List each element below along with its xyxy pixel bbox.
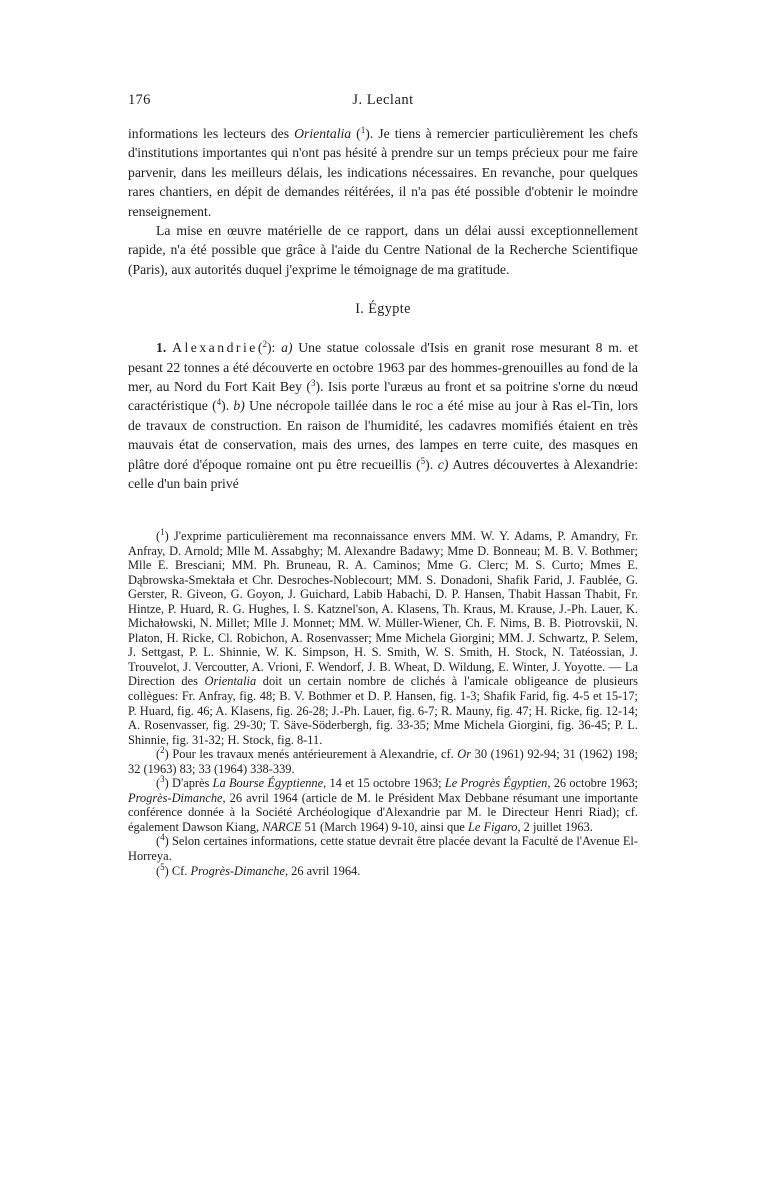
footnote-1: ($^1$) J'exprime particulièrement ma reconnaissance envers MM. W. Y. Adams, P. Amandry, Fr. Anfray, D. Arnold; Mlle M. Assabghy; M. Alexandre Badawy; Mme D. Bonneau; M. B. V. Bothmer; Mlle E. Bresciani; MM. Ph. Bruneau, R. A. Caminos; Mme G. Clerc; M. S. Curto; Mmes E. Dąbrowska-Smektała et Chr. Desroches-Noblecourt; MM. S. Donadoni, Shafik Farid, J. Faublée, G. Gerster, R. Giveon, G. Goyon, J. Guichard, Labib Habachi, D. P. Hansen, Thabit Hassan Thabit, Fr. Hintze, P. Huard, R. G. Hughes, I. S. Katznel'son, A. Klasens, Th. Kraus, M. Krause, J.-Ph. Lauer, K. Michałowski, N. Millet; Mlle J. Monnet; MM. W. Müller-Wiener, Ch. F. Nims, B. B. Piotrovskii, N. Platon, H. Ricke, Cl. Robichon, A. Rosenvasser; Mme Michela Giorgini; MM. J. Schwartz, P. Selem, J. Settgast, P. L. Shinnie, W. K. Simpson, H. S. Smith, W. S. Smith, H. Stock, N. Tatéossian, J. Trouvelot, J. Vercoutter, A. Vrioni, F. Wendorf, J. B. Wheat, D. Wildung, E. Winter, J. Yoyotte. — La Direction des Orientalia doit un certain nombre de clichés à l'amicale obligeance de plusieurs collègues: Fr. Anfray, fig. 48; B. V. Bothmer et D. P. Hansen, fig. 1-3; Shafik Farid, fig. 4-5 et 15-17; P. Huard, fig. 46; A. Klasens, fig. 26-28; J.-Ph. Lauer, fig. 6-7; R. Mauny, fig. 47; H. Ricke, fig. 12-14; A. Rosenvasser, fig. 29-30; T. Säve-Söderbergh, fig. 33-35; Mme Michela Giorgini, fig. 36-45; P. L. Shinnie, fig. 31-32; H. Stock, fig. 8-11.: [128, 527, 638, 747]
footnote-ref: 2: [262, 339, 267, 350]
item-letter: b): [233, 398, 245, 414]
running-header: [128, 92, 638, 112]
footnote-3: ($^3$) D'après La Bourse Égyptienne, 14 et 15 octobre 1963; Le Progrès Égyptien, 26 octobre 1963; Progrès-Dimanche, 26 avril 1964 (article de M. le Président Max Debbane résumant une importante conférence donnée à la Société Archéologique d'Alexandrie par M. le Directeur Henri Riad); cf. également Dawson Kiang, NARCE 51 (March 1964) 9-10, ainsi que Le Figaro, 2 juillet 1963.: [128, 774, 638, 834]
footnote-4: ($^4$) Selon certaines informations, cette statue devrait être placée devant la Faculté de l'Avenue El-Horreya.: [128, 832, 638, 864]
footnote-number: 3: [160, 774, 165, 785]
main-text: [128, 124, 638, 494]
footnote-number: 5: [160, 861, 165, 872]
text-run: doit un certain nombre de clichés à l'amicale obligeance de plusieurs collègues: Fr. Anfray, fig. 48; B. V. Bothmer et D. P. Hansen, fig. 1-3; Shafik Farid, fig. 4-5 et 15-17; P. Huard, fig. 46; A. Klasens, fig. 26-28; J.-Ph. Lauer, fig. 6-7; R. Mauny, fig. 47; H. Ricke, fig. 12-14; A. Rosenvasser, fig. 29-30; T. Säve-Söderbergh, fig. 33-35; Mme Michela Giorgini, fig. 36-45; P. L. Shinnie, fig. 31-32; H. Stock, fig. 8-11.: [128, 674, 638, 747]
text-run: informations les lecteurs des: [128, 126, 295, 141]
footnote-number: 4: [160, 832, 165, 843]
entry-number: 1.: [156, 340, 167, 356]
newspaper-title: Progrès-Dimanche: [190, 863, 285, 878]
journal-title: Orientalia: [204, 674, 257, 689]
paragraph-acknowledgment: La mise en œuvre matérielle de ce rapport, dans un délai aussi exceptionnellement rapide, n'a été possible que grâce à l'aide du Centre National de la Recherche Scientifique (Paris), aux autorités duquel j'exprime le témoignage de ma gratitude.: [128, 223, 638, 277]
text-run: Cf.: [168, 863, 191, 878]
place-name: Alexandrie: [172, 340, 258, 356]
footnote-2: ($^2$) Pour les travaux menés antérieurement à Alexandrie, cf. Or 30 (1961) 92-94; 31 (1962) 198; 32 (1963) 83; 33 (1964) 338-339.: [128, 745, 638, 776]
text-run: , 26 avril 1964.: [284, 863, 361, 878]
item-letter: a): [281, 340, 293, 356]
footnote-number: 2: [160, 745, 165, 756]
text-run: J'exprime particulièrement ma reconnaissance envers MM. W. Y. Adams, P. Amandry, Fr. Anfray, D. Arnold; Mlle M. Assabghy; M. Alexandre Badawy; Mme D. Bonneau; M. B. V. Bothmer; Mlle E. Bresciani; MM. Ph. Bruneau, R. A. Caminos; Mme G. Clerc; M. S. Curto; Mmes E. Dąbrowska-Smektała et Chr. Desroches-Noblecourt; MM. S. Donadoni, Shafik Farid, J. Faublée, G. Gerster, R. Giveon, G. Goyon, J. Guichard, Labib Habachi, D. P. Hansen, Thabit Hassan Thabit, Fr. Hintze, P. Huard, R. G. Hughes, I. S. Katznel'son, A. Klasens, Th. Kraus, M. Krause, J.-Ph. Lauer, K. Michałowski, N. Millet; Mlle J. Monnet; MM. W. Müller-Wiener, Ch. F. Nims, B. B. Piotrovskii, N. Platon, H. Ricke, Cl. Robichon, A. Rosenvasser; Mme Michela Giorgini; MM. J. Schwartz, P. Selem, J. Settgast, P. L. Shinnie, W. K. Simpson, H. S. Smith, W. S. Smith, H. Stock, N. Tatéossian, J. Trouvelot, J. Vercoutter, A. Vrioni, F. Wendorf, J. B. Wheat, D. Wildung, E. Winter, J. Yoyotte. — La Direction des: [128, 529, 638, 689]
journal-title: Orientalia: [294, 126, 352, 141]
footnote-ref: 4: [216, 397, 222, 408]
text-run: . Isis porte l'uræus au front et sa poitrine s'orne du nœud caractéristique: [128, 379, 638, 414]
text-run: Une statue colossale d'Isis en granit rose mesurant 8 m. et pesant 22 tonnes a été découverte en octobre 1963 par des hommes-grenouilles au fond de la mer, au Nord du Fort Kait Bey: [128, 340, 638, 395]
footnote-5: ($^5$) Cf. Progrès-Dimanche, 26 avril 1964.: [156, 861, 361, 878]
newspaper-title: La Bourse Égyptienne: [212, 776, 324, 791]
text-run: 30 (1961) 92-94; 31 (1962) 198; 32 (1963) 83; 33 (1964) 338-339.: [128, 747, 638, 776]
journal-abbrev: Or: [457, 747, 472, 762]
page-number: 176: [128, 92, 151, 108]
journal-abbrev: NARCE: [262, 819, 302, 834]
paragraph-alexandria: 1. Alexandrie($^2$): a) Une statue colossale d'Isis en granit rose mesurant 8 m. et pesant 22 tonnes a été découverte en octobre 1963 par des hommes-grenouilles au fond de la mer, au Nord du Fort Kait Bey ($^3$). Isis porte l'uræus au front et sa poitrine s'orne du nœud caractéristique ($^4$). b) Une nécropole taillée dans le roc a été mise au jour à Ras el-Tin, lors de travaux de construction. En raison de l'humidité, les cadavres momifiés étaient en très mauvais état de conservation, mais des urnes, des lampes en terre cuite, des masques en plâtre doré d'époque romaine ont pu être recueillis ($^5$). c) Autres découvertes à Alexandrie: celle d'un bain privé: [128, 339, 639, 492]
running-head-author: J. Leclant: [352, 92, 414, 108]
newspaper-title: Le Progrès Égyptien: [444, 776, 548, 791]
item-letter: c): [437, 456, 449, 472]
text-run: , 26 octobre 1963;: [547, 776, 638, 791]
text-run: Une nécropole taillée dans le roc a été mise au jour à Ras el-Tin, lors de travaux de construction. En raison de l'humidité, les cadavres momifiés étaient en très mauvais état de conservation, mais des urnes, des lampes en terre cuite, des masques en plâtre doré d'époque romaine ont pu être recueillis: [128, 398, 639, 472]
text-run: D'après: [168, 776, 213, 791]
section-heading: I. Égypte: [355, 301, 411, 318]
footnotes: [128, 529, 638, 878]
text-run: , 14 et 15 octobre 1963;: [323, 776, 445, 791]
text-run: , 2 juillet 1963.: [517, 819, 593, 834]
newspaper-title: Le Figaro: [468, 819, 518, 834]
footnote-number: 1: [160, 527, 165, 537]
text-run: .: [429, 456, 438, 472]
text-run: , 26 avril 1964 (article de M. le Président Max Debbane résumant une importante conférence donnée à la Société Archéologique d'Alexandrie par M. le Directeur Henri Riad); cf. également Dawson Kiang,: [128, 790, 638, 834]
footnote-ref: 3: [310, 378, 316, 389]
text-run: Pour les travaux menés antérieurement à Alexandrie, cf.: [168, 747, 458, 762]
text-run: Autres découvertes à Alexandrie: celle d'un bain privé: [128, 456, 639, 492]
text-run: . Je tiens à remercier particulièrement les chefs d'institutions importantes qui n'ont pas hésité à prendre sur un temps précieux pour me faire parvenir, dans les meilleurs délais, les indications nécessaires. En revanche, pour quelques rares chantiers, en dépit de demandes réitérées, il n'a pas été possible d'obtenir le moindre renseignement.: [128, 126, 638, 219]
newspaper-title: Progrès-Dimanche: [128, 790, 223, 805]
footnote-ref: 5: [420, 455, 426, 466]
text-run: .: [225, 398, 234, 414]
text-run: Selon certaines informations, cette statue devrait être placée devant la Faculté de l'Avenue El-Horreya.: [128, 834, 638, 864]
text-run: :: [271, 340, 282, 356]
text-run: 51 (March 1964) 9-10, ainsi que: [301, 819, 469, 834]
paragraph-intro-end: informations les lecteurs des Orientalia ($^1$). Je tiens à remercier particulièrement les chefs d'institutions importantes qui n'ont pas hésité à prendre sur un temps précieux pour me faire parvenir, dans les meilleurs délais, les indications nécessaires. En revanche, pour quelques rares chantiers, en dépit de demandes réitérées, il n'a pas été possible d'obtenir le moindre renseignement.: [128, 125, 638, 219]
footnote-ref: 1: [360, 125, 366, 135]
